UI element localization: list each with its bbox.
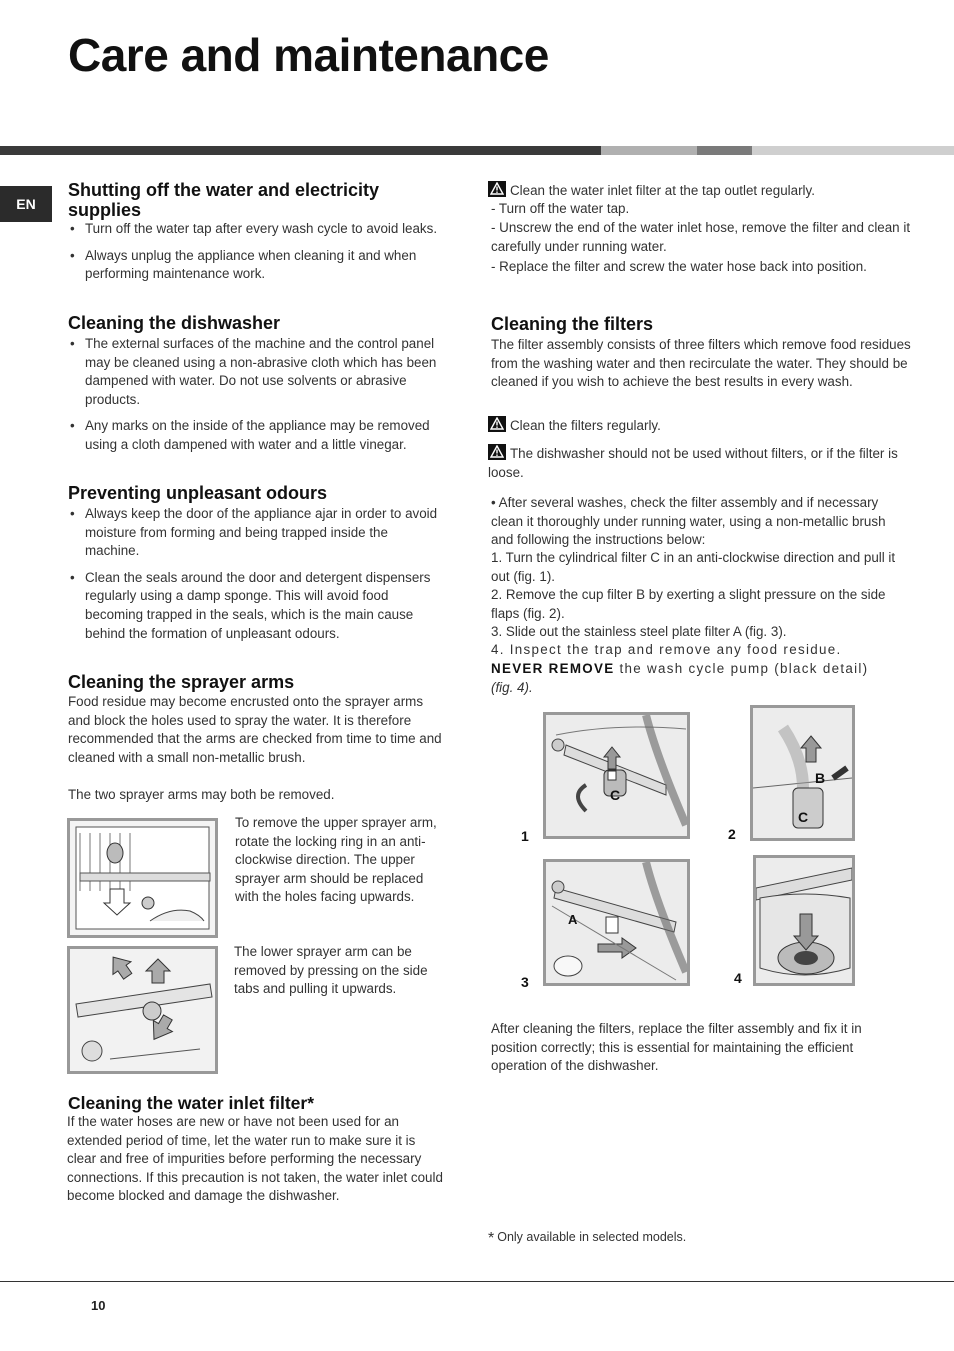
lower-sprayer-figure [67, 946, 218, 1074]
inlet-step-3: - Replace the filter and screw the water hose back into position. [491, 259, 867, 274]
filters-check: • After several washes, check the filter assembly and if necessary clean it thoroughly under running water, using a non-metallic brush and following the instructions below: [491, 495, 886, 548]
filters-step-1: 1. Turn the cylindrical filter C in an anti-clockwise direction and pull it out (fig. 1). [491, 550, 896, 584]
heading-preventing-odours: Preventing unpleasant odours [68, 483, 328, 503]
never-remove-line [491, 660, 911, 679]
list-shutting-off [68, 220, 442, 292]
footnote-text: Only available in selected models. [497, 1230, 687, 1244]
figure-1-label-c: C [610, 787, 621, 803]
figure-4-number: 4 [734, 970, 742, 986]
water-inlet-filter-body: If the water hoses are new or have not been used for an extended period of time, let the water run to make sure it is clear and free of impurities before performing the necessary connections. If this precaution is not taken, the water inlet could become blocked and damage the dishwasher. [67, 1114, 443, 1204]
heading-water-inlet-filter: Cleaning the water inlet filter* [68, 1093, 315, 1113]
never-remove-rest: the wash cycle pump (black detail) [614, 661, 869, 676]
figure-1 [543, 712, 690, 839]
filters-warning-2 [488, 444, 913, 482]
figure-2 [750, 705, 855, 841]
upper-sprayer-text: To remove the upper sprayer arm, rotate the locking ring in an anti-clockwise direction. The upper sprayer arm should be replaced with the holes facing upwards. [235, 815, 437, 905]
header-bar-light [752, 146, 954, 155]
list-item: • Always keep the door of the appliance ajar in order to avoid moisture from forming and being trapped inside the machine. [68, 505, 442, 561]
inlet-warning [488, 181, 913, 201]
inlet-step-1: - Turn off the water tap. [491, 201, 630, 216]
filters-warning-1 [488, 416, 913, 436]
figure-1-number: 1 [521, 828, 529, 844]
figure-4 [753, 855, 855, 986]
list-item: • Any marks on the inside of the appliance may be removed using a cloth dampened with water and a little vinegar. [68, 417, 442, 454]
heading-shutting-off: Shutting off the water and electricity supplies [68, 180, 380, 220]
warning-icon [488, 181, 506, 197]
list-item: • Always unplug the appliance when cleaning it and when performing maintenance work. [68, 247, 442, 284]
filters-after: After cleaning the filters, replace the filter assembly and fix it in position correctly; this is essential for maintaining the efficient operation of the dishwasher. [491, 1021, 862, 1074]
header-bar-mid [601, 146, 697, 155]
page-title: Care and maintenance [68, 29, 549, 81]
filters-step-3: 3. Slide out the stainless steel plate filter A (fig. 3). [491, 624, 787, 639]
filters-warning-1-text: Clean the filters regularly. [510, 418, 661, 433]
inlet-warning-text: Clean the water inlet filter at the tap outlet regularly. [510, 183, 815, 198]
figure-2-number: 2 [728, 826, 736, 842]
list-item: • The external surfaces of the machine and the control panel may be cleaned using a non-abrasive cloth which has been dampened with water. Do not use solvents or abrasive products. [68, 335, 442, 409]
sprayer-arms-body: Food residue may become encrusted onto the sprayer arms and block the holes used to spray the water. It is therefore recommended that the arms are checked from time to time and cleaned with a small non-metallic brush. [68, 694, 442, 765]
never-remove-bold: NEVER REMOVE [491, 661, 615, 676]
lower-sprayer-text: The lower sprayer arm can be removed by pressing on the side tabs and pulling it upwards. [234, 944, 428, 997]
filters-step-2: 2. Remove the cup filter B by exerting a slight pressure on the side flaps (fig. 2). [491, 587, 886, 621]
figure-3-label-a: A [568, 912, 578, 927]
upper-sprayer-figure [67, 818, 218, 938]
list-item: • Turn off the water tap after every wash cycle to avoid leaks. [68, 220, 442, 239]
header-bar-dark [0, 146, 601, 155]
list-preventing-odours [68, 505, 442, 651]
warning-icon [488, 444, 506, 460]
warning-icon [488, 416, 506, 432]
header-bar-dark2 [697, 146, 752, 155]
heading-cleaning-filters: Cleaning the filters [491, 314, 654, 334]
filters-body: The filter assembly consists of three filters which remove food residues from the washing water and then recirculate the water. They should be cleaned if you wish to achieve the best results in every wash. [491, 337, 911, 390]
list-item: • Clean the seals around the door and detergent dispensers regularly using a damp sponge. This will avoid food becoming trapped in the seals, which is the main cause behind the formation of unpleasant odours. [68, 569, 442, 643]
heading-sprayer-arms: Cleaning the sprayer arms [68, 672, 295, 692]
page-number: 10 [91, 1298, 106, 1313]
filters-step-4: 4. Inspect the trap and remove any food residue. [491, 642, 842, 657]
figure-2-label-b: B [815, 770, 826, 786]
figure-3-number: 3 [521, 974, 529, 990]
figure-2-label-c: C [798, 809, 809, 825]
list-cleaning-dishwasher [68, 335, 442, 463]
language-tab: EN [0, 186, 52, 222]
heading-cleaning-dishwasher: Cleaning the dishwasher [68, 313, 281, 333]
figure-3 [543, 859, 690, 986]
inlet-step-2: - Unscrew the end of the water inlet hose, remove the filter and clean it carefully under running water. [491, 220, 911, 254]
footnote-star: * [488, 1230, 495, 1247]
never-remove-fig: (fig. 4). [491, 680, 533, 695]
filters-warning-2-text: The dishwasher should not be used without filters, or if the filter is loose. [488, 446, 898, 480]
footer-divider [0, 1281, 954, 1282]
sprayer-arms-body2: The two sprayer arms may both be removed. [68, 787, 335, 802]
footnote [488, 1230, 686, 1248]
